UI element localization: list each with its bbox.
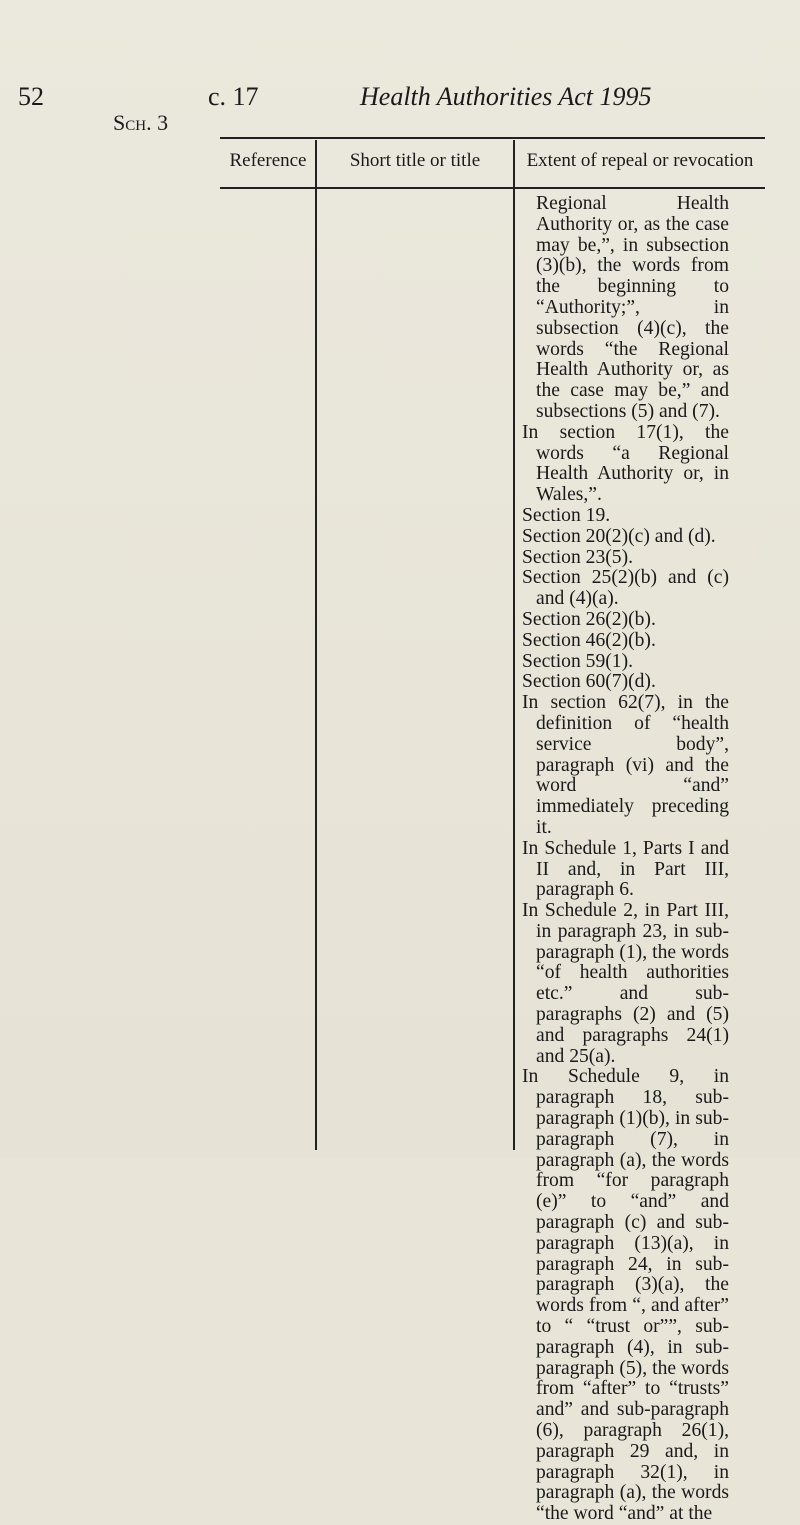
column-header-reference: Reference [229, 150, 307, 171]
table-header-rule [220, 187, 765, 189]
repeal-entry: Section 59(1). [522, 650, 634, 672]
repeal-entry: Section 25(2)(b) and (c) and (4)(a). [522, 567, 729, 610]
repeal-entry: Section 60(7)(d). [522, 671, 656, 693]
repeal-entry: In section 62(7), in the definition of “health service body”, paragraph (vi) and the word “and” immediately preceding it. [522, 692, 729, 838]
act-title: Health Authorities Act 1995 [360, 82, 652, 111]
repeal-entry: Section 26(2)(b). [522, 608, 656, 630]
repeal-entry: Section 20(2)(c) and (d). [522, 525, 716, 547]
table-top-rule [220, 137, 765, 139]
column-divider-reference [315, 140, 317, 1150]
repeal-entry: Regional Health Authority or, as the case may be,”, in subsection (3)(b), the words from the beginning to “Authority;”, in subsection (4)(c), the words “the Regional Health Authority or, as the case may be,” and subsections (5) and (7). [536, 193, 729, 422]
chapter-reference: c. 17 [208, 82, 259, 111]
repeal-entry: Section 23(5). [522, 546, 634, 568]
repeal-entry: In Schedule 2, in Part III, in paragraph 23, in sub-paragraph (1), the words “of health authorities etc.” and sub-paragraphs (2) and (5) and paragraphs 24(1) and 25(a). [522, 900, 729, 1067]
repeal-entry: In Schedule 1, Parts I and II and, in Part III, paragraph 6. [522, 837, 729, 901]
repeal-entry: In Schedule 9, in paragraph 18, sub-paragraph (1)(b), in sub-paragraph (7), in paragraph (a), the words from “for paragraph (e)” to “and” and paragraph (c) and sub-paragraph (13)(a), in paragraph 24, in sub-paragraph (3)(a), the words from “, and after” to “ “trust or””, sub-paragraph (4), in sub-paragraph (5), the words from “after” to “trusts” and” and sub-paragraph (6), paragraph 26(1), paragraph 29 and, in paragraph 32(1), in paragraph (a), the words “the word “and” at the [522, 1066, 729, 1525]
column-header-short-title: Short title or title [349, 150, 481, 171]
schedule-label: Sch. 3 [113, 110, 169, 135]
repeal-entries [522, 194, 729, 1525]
column-header-extent: Extent of repeal or revocation [526, 150, 754, 171]
repeal-entry: Section 46(2)(b). [522, 629, 656, 651]
repeal-entry: In section 17(1), the words “a Regional Health Authority or, in Wales,”. [522, 421, 729, 506]
repeal-entry: Section 19. [522, 504, 611, 526]
column-divider-short-title [513, 140, 515, 1150]
page-number: 52 [18, 82, 44, 111]
